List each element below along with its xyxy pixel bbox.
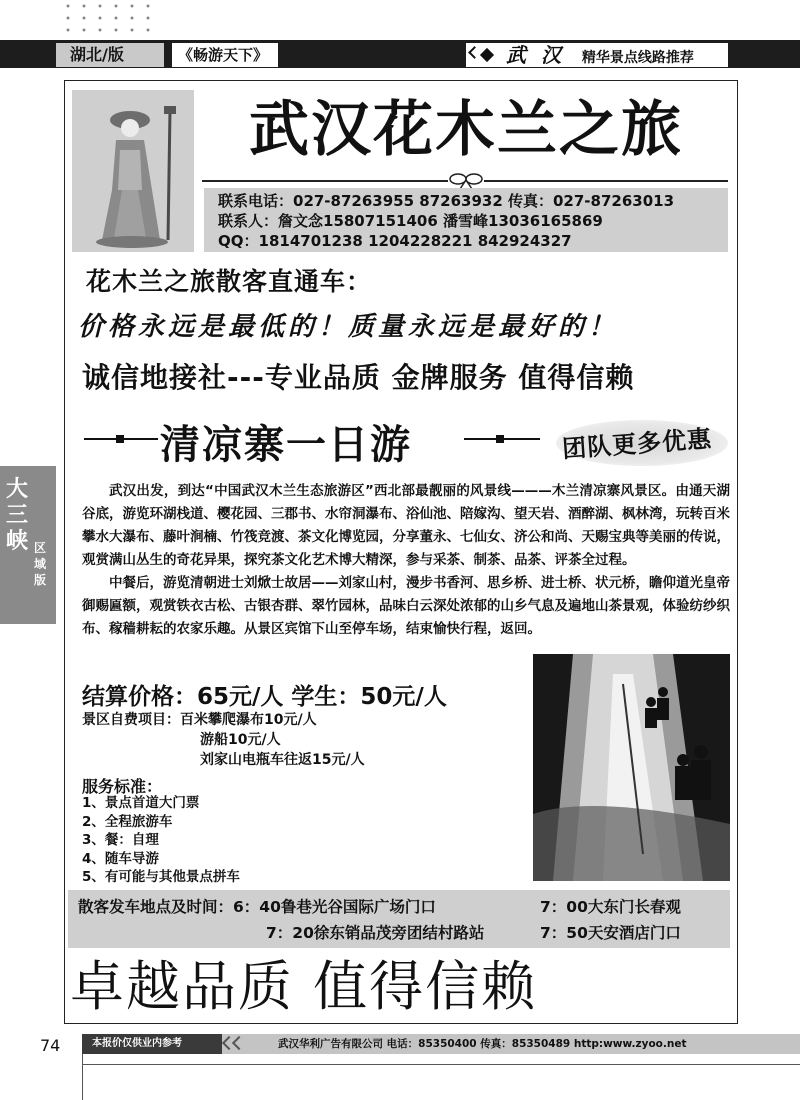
tour-description xyxy=(82,480,730,641)
service-item: 2、全程旅游车 xyxy=(82,813,173,830)
side-tab xyxy=(0,466,56,624)
headline: 花木兰之旅散客直通车： xyxy=(86,267,373,296)
footer-bar xyxy=(82,1034,800,1054)
service-item: 5、有可能与其他景点拼车 xyxy=(82,869,240,885)
contact-box xyxy=(204,188,728,252)
departure-label: 散客发车地点及时间： xyxy=(78,898,234,916)
service-slogan: 诚信地接社---专业品质 金牌服务 值得信赖 xyxy=(82,361,635,394)
page-number: 74 xyxy=(40,1036,61,1055)
side-tab-subtitle: 区域版 xyxy=(34,541,47,587)
waterfall-photo xyxy=(533,654,730,881)
departure-box xyxy=(68,890,730,948)
service-item: 3、餐：自理 xyxy=(82,832,159,848)
title-deco-square xyxy=(116,435,124,443)
chevron-left-icon xyxy=(232,1036,246,1050)
footer-line xyxy=(82,1054,83,1100)
optional-items-label: 景区自费项目： xyxy=(82,712,180,728)
optional-items xyxy=(82,710,365,770)
city-name: 武 汉 xyxy=(506,43,565,67)
optional-item: 刘家山电瓶车往返15元/人 xyxy=(200,752,365,768)
header-tagline: 精华景点线路推荐 xyxy=(581,50,694,66)
contact-qq: QQ：1814701238 1204228221 842924327 xyxy=(218,232,572,250)
closing-slogan: 卓越品质 值得信赖 xyxy=(70,955,538,1018)
tour-title: 清凉寨一日游 xyxy=(160,421,412,468)
contact-phone: 联系电话：027-87263955 87263932 传真：027-87263013 xyxy=(218,192,675,210)
page-title: 武汉花木兰之旅 xyxy=(249,95,683,165)
service-item: 4、随车导游 xyxy=(82,850,159,867)
statue-photo xyxy=(72,90,194,252)
city-tag xyxy=(466,43,728,67)
dot-pattern xyxy=(60,0,160,32)
departure-stop: 6：40鲁巷光谷国际广场门口 xyxy=(233,898,436,916)
diamond-icon xyxy=(480,48,494,62)
departure-stop: 7：50天安酒店门口 xyxy=(540,924,681,942)
bow-ornament xyxy=(448,170,484,190)
group-discount-text: 团队更多优惠 xyxy=(561,424,713,464)
description-paragraph: 中餐后，游览清朝进士刘焮士故居——刘家山村，漫步书香河、思乡桥、进士桥、状元桥，瞻仰道光皇帝御赐匾额，观赏铁衣古松、古银杏群、翠竹园林，品味白云深处浓郁的山乡气息及遍地山茶景观，体验纺纱织布、稼穑耕耘的农家乐趣。从景区宾馆下山至停车场，结束愉快行程，返回。 xyxy=(82,575,730,637)
side-tab-title: 大三峡 xyxy=(6,476,29,554)
region-tab: 湖北/版 xyxy=(56,43,164,67)
footer-company: 武汉华利广告有限公司 电话：85350400 传真：85350489 http:www.zyoo.net xyxy=(278,1038,687,1050)
footer-line xyxy=(82,1064,800,1065)
service-standard-list xyxy=(82,794,240,887)
chevron-left-icon xyxy=(468,46,481,59)
service-standard-title: 服务标准： xyxy=(82,777,163,796)
description-paragraph: 武汉出发，到达“中国武汉木兰生态旅游区”西北部最靓丽的风景线———木兰清凉寨风景区。由通天湖谷底，游览环湖栈道、樱花园、三郡书、水帘洞瀑布、浴仙池、陪嫁沟、望天岩、酒醉湖、枫林湾，玩转百米攀水大瀑布、藤叶涧楠、竹筏竞渡、茶文化博览园，分享董永、七仙女、济公和尚、天赐宝典等美丽的传说，观赏满山丛生的奇花异果，探究茶文化艺术博大精深，参与采茶、制茶、品茶、评茶全过程。 xyxy=(82,483,730,568)
price-line: 结算价格：65元/人 学生：50元/人 xyxy=(82,684,447,710)
title-deco-square xyxy=(496,435,504,443)
price-quality-slogan: 价格永远是最低的！质量永远是最好的！ xyxy=(78,312,619,342)
departure-stop: 7：00大东门长春观 xyxy=(540,898,681,916)
optional-item: 百米攀爬瀑布10元/人 xyxy=(180,712,317,728)
contact-persons: 联系人：詹文念15807151406 潘雪峰13036165869 xyxy=(218,212,603,230)
footer-note: 本报价仅供业内参考 xyxy=(82,1034,222,1054)
optional-item: 游船10元/人 xyxy=(200,732,281,748)
departure-stop: 7：20徐东销品茂旁团结村路站 xyxy=(266,924,485,942)
column-tab: 《畅游天下》 xyxy=(172,43,278,67)
service-item: 1、景点首道大门票 xyxy=(82,795,200,811)
